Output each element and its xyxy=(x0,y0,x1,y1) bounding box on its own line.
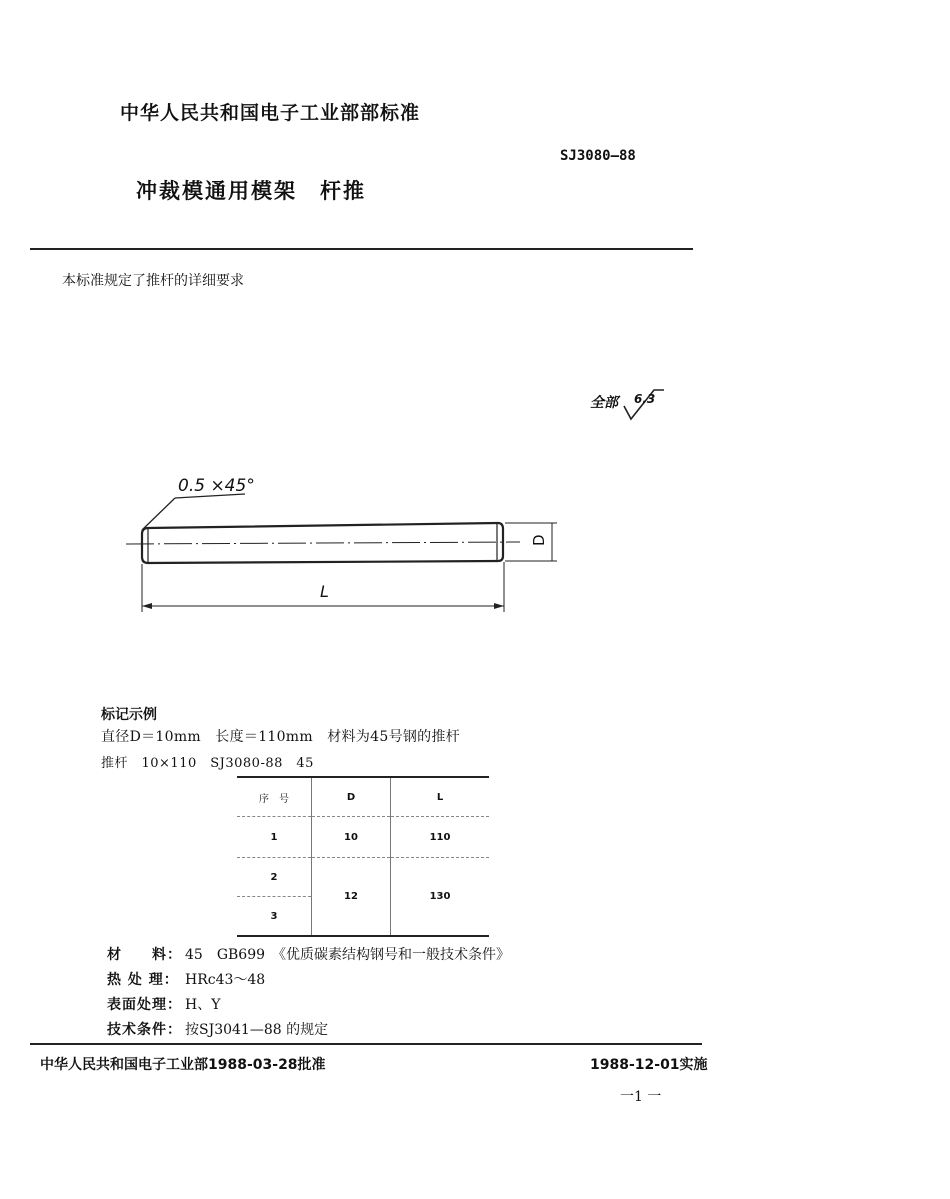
property-key: 热 处 理： xyxy=(107,972,179,988)
property-value: HRc43～48 xyxy=(185,972,266,988)
property-key: 技术条件： xyxy=(107,1022,182,1038)
chamfer-annotation: 0.5 ×45° xyxy=(178,476,255,496)
col-header-d: D xyxy=(312,777,391,817)
property-heat-treatment xyxy=(107,969,265,989)
footer-rule xyxy=(30,1043,702,1045)
cell-l: 130 xyxy=(391,858,490,937)
roughness-value: 6.3 xyxy=(634,392,656,406)
cell-no: 1 xyxy=(237,817,312,858)
table-row xyxy=(237,817,489,858)
header-rule xyxy=(30,248,693,250)
col-header-l: L xyxy=(391,777,490,817)
roughness-symbol xyxy=(618,386,666,422)
issuing-organization: 中华人民共和国电子工业部部标准 xyxy=(120,102,421,124)
example-marking: 推杆 10×110 SJ3080-88 45 xyxy=(101,756,314,771)
document-title: 冲裁模通用模架 杆推 xyxy=(136,179,366,203)
cell-d: 12 xyxy=(312,858,391,937)
dimension-d: D xyxy=(530,534,548,546)
property-value: H、Y xyxy=(185,997,221,1013)
cell-no: 2 xyxy=(237,858,312,897)
table-row xyxy=(237,858,489,897)
standard-code: SJ3080—88 xyxy=(560,148,636,164)
dimension-l: L xyxy=(320,582,329,601)
roughness-label: 全部 xyxy=(590,395,618,411)
col-header-no: 序 号 xyxy=(237,777,312,817)
approval-line: 中华人民共和国电子工业部1988-03-28批准 xyxy=(40,1057,326,1073)
cell-l: 110 xyxy=(391,817,490,858)
property-key: 表面处理： xyxy=(107,997,182,1013)
property-key: 材 料： xyxy=(107,947,182,963)
property-material xyxy=(107,944,510,964)
page-number: 一1 一 xyxy=(620,1089,662,1105)
table-header-row xyxy=(237,777,489,817)
example-heading: 标记示例 xyxy=(101,707,157,723)
property-surface-treatment xyxy=(107,994,220,1014)
dimension-table xyxy=(237,776,489,937)
effective-date: 1988-12-01实施 xyxy=(590,1057,708,1073)
example-description: 直径D＝10mm 长度＝110mm 材料为45号钢的推杆 xyxy=(101,729,461,745)
push-rod-drawing xyxy=(120,470,580,630)
property-value: 45 GB699 《优质碳素结构钢号和一般技术条件》 xyxy=(185,947,511,963)
property-value: 按SJ3041—88 的规定 xyxy=(185,1022,329,1038)
cell-no: 3 xyxy=(237,897,312,937)
cell-d: 10 xyxy=(312,817,391,858)
property-technical-conditions xyxy=(107,1019,328,1039)
scope-text: 本标准规定了推杆的详细要求 xyxy=(62,273,244,289)
